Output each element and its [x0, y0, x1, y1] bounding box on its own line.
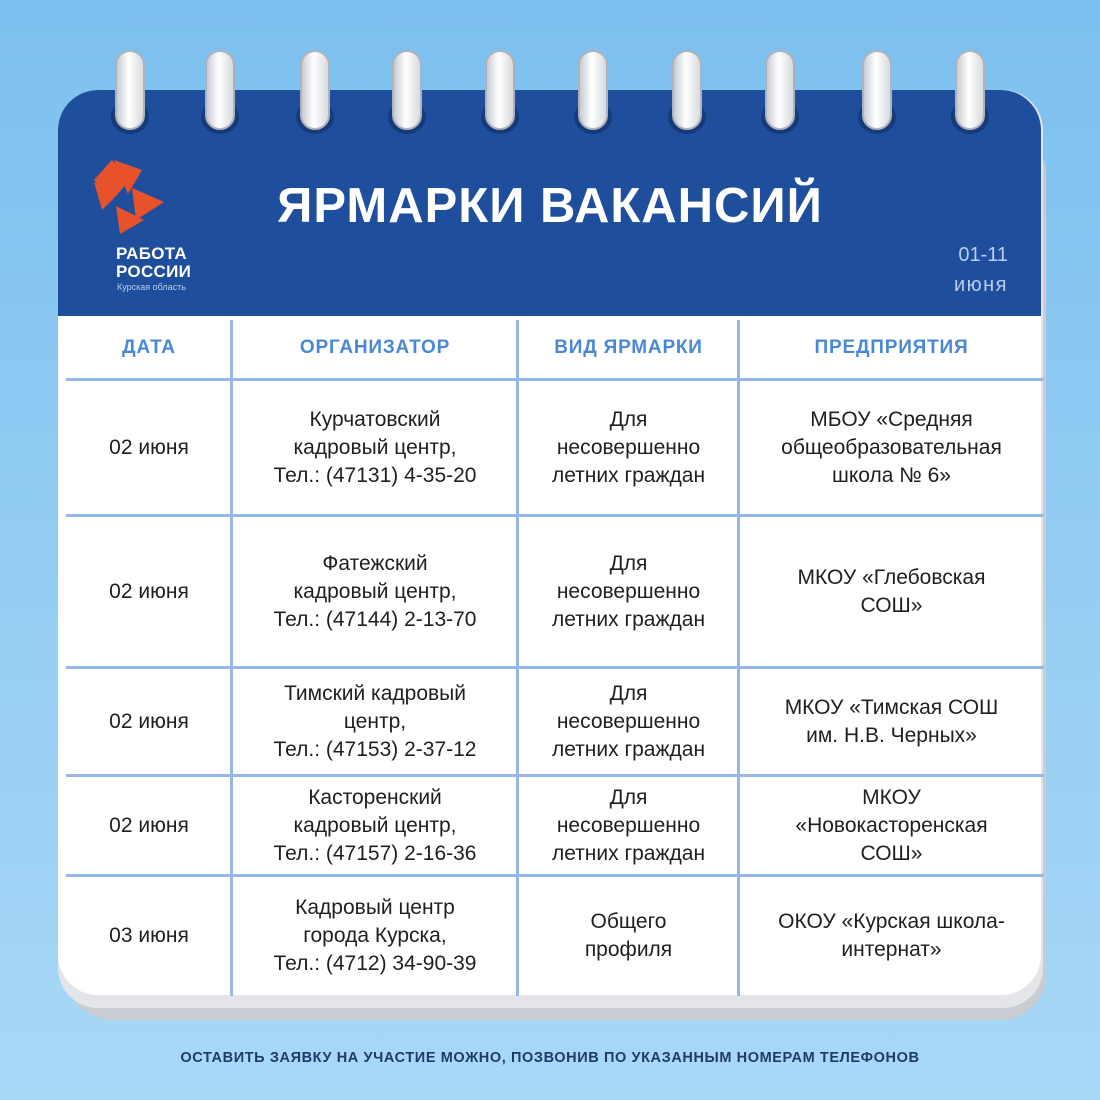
cell-text — [585, 908, 672, 964]
table-cell-type — [518, 380, 739, 516]
ring-loop — [672, 50, 702, 130]
ring-loop — [300, 50, 330, 130]
cell-text — [798, 564, 986, 620]
cell-text — [552, 550, 705, 634]
cell-text — [274, 784, 477, 868]
binder-ring — [578, 50, 608, 130]
cell-line: интернат» — [841, 938, 942, 961]
cell-line: Для — [609, 408, 648, 431]
cell-line: несовершенно — [556, 436, 701, 459]
cell-text: 03 июня — [109, 924, 189, 947]
cell-line: общеобразовательная — [781, 436, 1002, 459]
binder-ring — [672, 50, 702, 130]
cell-text — [274, 406, 477, 490]
cell-line: летних граждан — [551, 738, 706, 761]
cell-line: Касторенский — [308, 786, 442, 809]
cell-line: СОШ» — [860, 842, 923, 865]
ring-loop — [392, 50, 422, 130]
binder-ring — [392, 50, 422, 130]
cell-line: Тел.: (4712) 34-90-39 — [273, 952, 477, 975]
table-cell-company — [739, 380, 1044, 516]
cell-text — [274, 550, 477, 634]
cell-line: кадровый центр, — [293, 580, 457, 603]
date-range-month: июня — [953, 274, 1008, 296]
cell-line: несовершенно — [556, 814, 701, 837]
table-cell-type — [518, 668, 739, 776]
cell-line: Для — [609, 682, 648, 705]
table-cell-type — [518, 776, 739, 876]
brand-name-line1: РАБОТА — [116, 244, 187, 263]
cell-text: 02 июня — [109, 710, 189, 733]
table-cell-date — [66, 776, 232, 876]
table-cell-type — [518, 516, 739, 668]
cell-text — [795, 784, 987, 868]
cell-line: Для — [609, 786, 648, 809]
cell-text — [552, 784, 705, 868]
ring-loop — [485, 50, 515, 130]
cell-line: СОШ» — [860, 594, 923, 617]
table-cell-organizer — [232, 668, 518, 776]
ring-loop — [862, 50, 892, 130]
binder-ring — [955, 50, 985, 130]
binder-ring — [485, 50, 515, 130]
cell-text — [785, 694, 999, 750]
cell-line: Для — [609, 552, 648, 575]
brand-region: Курская область — [117, 282, 186, 292]
cell-line: МБОУ «Средняя — [810, 408, 973, 431]
cell-line: летних граждан — [551, 608, 706, 631]
column-header: ОРГАНИЗАТОР — [299, 337, 451, 358]
binder-ring — [115, 50, 145, 130]
cell-line: школа № 6» — [832, 464, 951, 487]
cell-line: Кадровый центр — [295, 896, 455, 919]
cell-line: несовершенно — [556, 580, 701, 603]
cell-line: Общего — [590, 910, 667, 933]
binder-ring — [300, 50, 330, 130]
date-range-days: 01-11 — [958, 244, 1008, 266]
cell-line: Тел.: (47144) 2-13-70 — [273, 608, 477, 631]
cell-line: МКОУ «Глебовская — [797, 566, 986, 589]
cell-line: ОКОУ «Курская школа- — [778, 910, 1005, 933]
cell-line: кадровый центр, — [293, 814, 457, 837]
cell-line: им. Н.В. Черных» — [806, 724, 977, 747]
cell-line: Курчатовский — [309, 408, 441, 431]
table-cell-organizer — [232, 516, 518, 668]
footer-note: ОСТАВИТЬ ЗАЯВКУ НА УЧАСТИЕ МОЖНО, ПОЗВОНИВ ПО УКАЗАННЫМ НОМЕРАМ ТЕЛЕФОНОВ — [180, 1050, 920, 1066]
cell-text — [552, 406, 705, 490]
ring-loop — [205, 50, 235, 130]
cell-text: 02 июня — [109, 436, 189, 459]
table-cell-date — [66, 668, 232, 776]
cell-line: профиля — [584, 938, 673, 961]
ring-loop — [578, 50, 608, 130]
cell-line: летних граждан — [551, 464, 706, 487]
column-header: ПРЕДПРИЯТИЯ — [814, 337, 969, 358]
brand-name-line2: РОССИИ — [116, 262, 192, 281]
table-cell-organizer — [232, 380, 518, 516]
cell-line: Тел.: (47153) 2-37-12 — [273, 738, 477, 761]
table-cell-date — [66, 380, 232, 516]
ring-loop — [115, 50, 145, 130]
table-cell-company — [739, 668, 1044, 776]
column-header: ВИД ЯРМАРКИ — [554, 337, 703, 358]
binder-ring — [765, 50, 795, 130]
binder-ring — [862, 50, 892, 130]
column-header: ДАТА — [122, 337, 176, 358]
cell-line: летних граждан — [551, 842, 706, 865]
binder-ring — [205, 50, 235, 130]
cell-text: 02 июня — [109, 814, 189, 837]
table-cell-organizer — [232, 776, 518, 876]
cell-text — [781, 406, 1002, 490]
cell-line: несовершенно — [556, 710, 701, 733]
table-cell-organizer — [232, 876, 518, 996]
cell-text — [274, 680, 477, 764]
cell-text: 02 июня — [109, 580, 189, 603]
table-cell-date — [66, 876, 232, 996]
cell-text — [552, 680, 705, 764]
table-cell-date — [66, 516, 232, 668]
cell-line: кадровый центр, — [293, 436, 457, 459]
cell-line: Тимский кадровый — [284, 682, 466, 705]
table-cell-company — [739, 876, 1044, 996]
cell-text — [778, 908, 1005, 964]
table-cell-type — [518, 876, 739, 996]
cell-line: МКОУ — [862, 786, 921, 809]
ring-loop — [765, 50, 795, 130]
cell-line: «Новокасторенская — [795, 814, 988, 837]
table-cell-company — [739, 776, 1044, 876]
cell-line: Тел.: (47157) 2-16-36 — [273, 842, 477, 865]
cell-line: Фатежский — [322, 552, 428, 575]
page-title: ЯРМАРКИ ВАКАНСИЙ — [277, 179, 823, 233]
cell-line: центр, — [343, 710, 407, 733]
table-cell-company — [739, 516, 1044, 668]
cell-line: МКОУ «Тимская СОШ — [784, 696, 999, 719]
cell-text — [274, 894, 477, 978]
cell-line: города Курска, — [303, 924, 447, 947]
date-range — [954, 240, 1008, 300]
cell-line: Тел.: (47131) 4-35-20 — [273, 464, 477, 487]
ring-loop — [955, 50, 985, 130]
